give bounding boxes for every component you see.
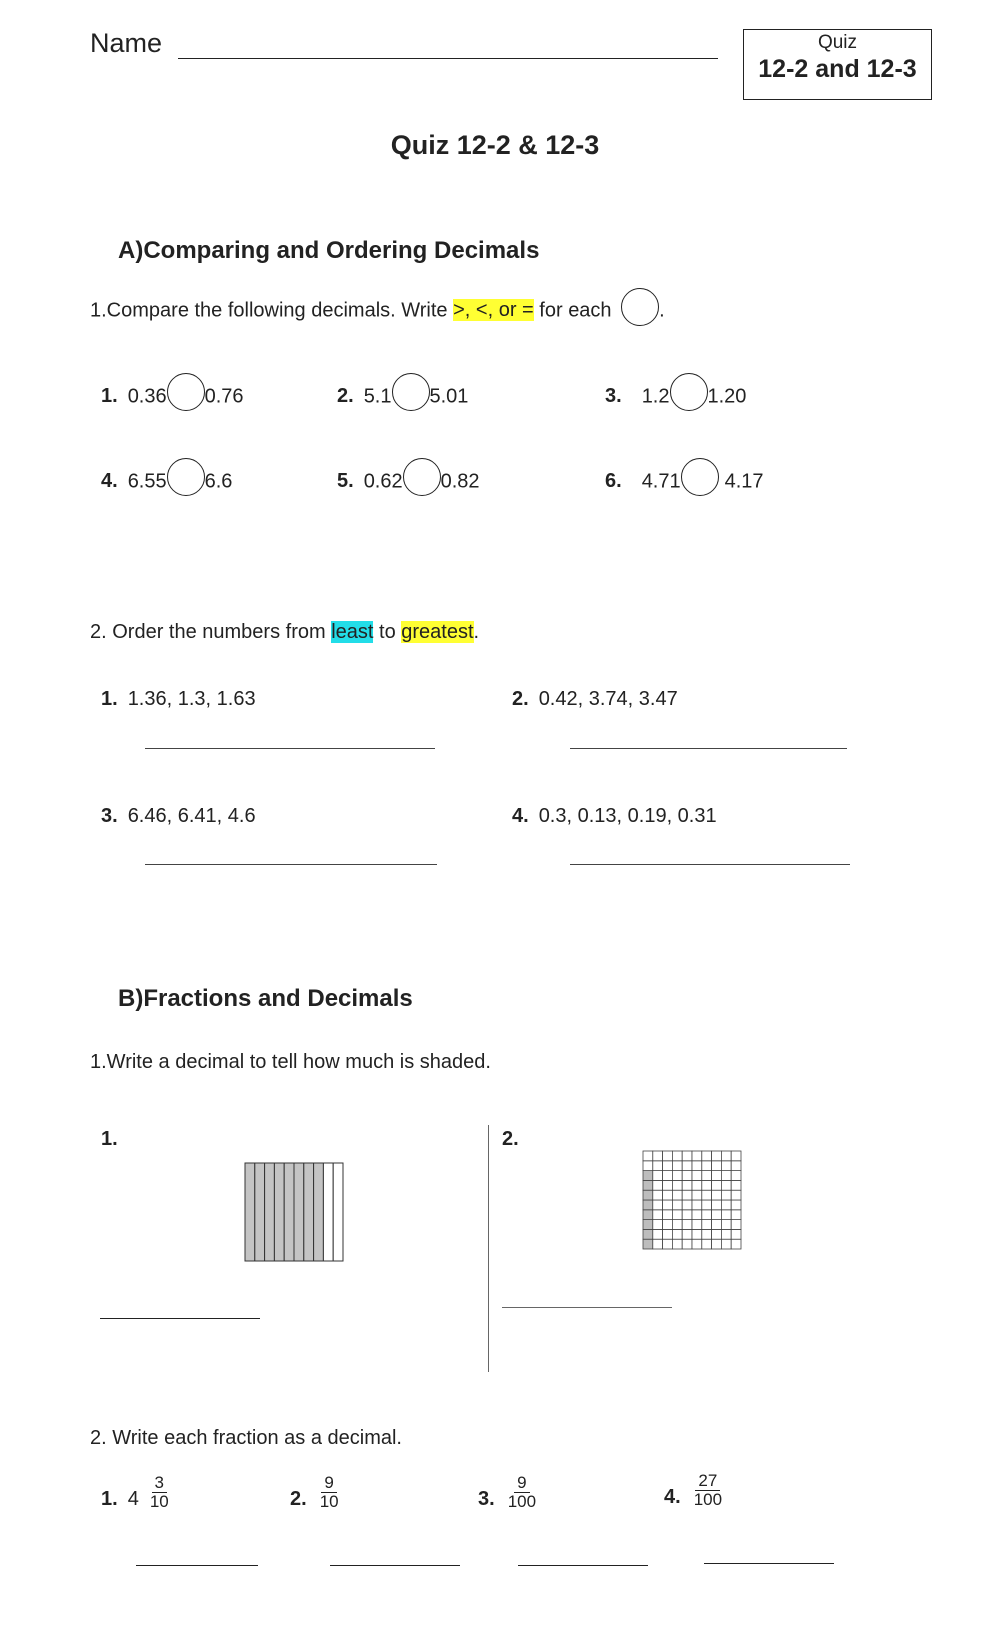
- hundredths-cell: [672, 1180, 682, 1190]
- hundredths-cell: [653, 1151, 663, 1161]
- page-title: [0, 130, 1000, 161]
- hundredths-cell: [692, 1151, 702, 1161]
- right-value: 0.76: [204, 385, 244, 408]
- compare-symbols-highlight: >, <, or =: [453, 299, 534, 322]
- section-b-letter: B): [118, 985, 144, 1012]
- tenths-model: [244, 1162, 344, 1262]
- hundredths-cell: [643, 1161, 653, 1171]
- section-b-heading: [118, 985, 413, 1013]
- tenths-column: [245, 1163, 255, 1261]
- item-number: 2.: [502, 1128, 519, 1150]
- hundredths-cell: [702, 1210, 712, 1220]
- hundredths-cell: [663, 1210, 673, 1220]
- tenths-column: [294, 1163, 304, 1261]
- left-value: 0.62: [363, 470, 403, 493]
- item-number: 2.: [512, 688, 529, 710]
- compare-item: [101, 468, 232, 496]
- hundredths-cell: [702, 1190, 712, 1200]
- hundredths-cell: [643, 1229, 653, 1239]
- answer-line[interactable]: [570, 864, 850, 865]
- hundredths-cell: [672, 1239, 682, 1249]
- item-number: 3.: [478, 1488, 495, 1510]
- left-value: 4.71: [641, 470, 681, 493]
- answer-line[interactable]: [518, 1565, 648, 1566]
- compare-item: [101, 383, 244, 411]
- hundredths-cell: [712, 1161, 722, 1171]
- hundredths-cell: [702, 1171, 712, 1181]
- hundredths-cell: [643, 1190, 653, 1200]
- hundredths-cell: [663, 1190, 673, 1200]
- answer-line[interactable]: [502, 1307, 672, 1308]
- denominator: 100: [693, 1490, 723, 1510]
- item-number: 3.: [605, 385, 622, 408]
- hundredths-cell: [682, 1171, 692, 1181]
- right-value: 0.82: [440, 470, 480, 493]
- hundredths-cell: [721, 1239, 731, 1249]
- answer-line[interactable]: [136, 1565, 258, 1566]
- section-b-title: Fractions and Decimals: [143, 985, 413, 1012]
- numerator: 27: [695, 1472, 720, 1491]
- hundredths-cell: [682, 1229, 692, 1239]
- hundredths-cell: [731, 1229, 741, 1239]
- section-a-letter: A): [118, 237, 144, 264]
- hundredths-cell: [663, 1229, 673, 1239]
- section-a-title: Comparing and Ordering Decimals: [143, 237, 540, 264]
- hundredths-cell: [682, 1180, 692, 1190]
- item-number: 6.: [605, 470, 622, 493]
- hundredths-cell: [663, 1220, 673, 1230]
- tenths-column: [284, 1163, 294, 1261]
- hundredths-cell: [672, 1190, 682, 1200]
- hundredths-cell: [721, 1190, 731, 1200]
- hundredths-cell: [682, 1239, 692, 1249]
- fraction: [317, 1474, 342, 1511]
- hundredths-cell: [643, 1220, 653, 1230]
- order-instruction-middle: to: [373, 621, 402, 643]
- hundredths-cell: [702, 1180, 712, 1190]
- order-item: [512, 688, 678, 711]
- fraction-item: [664, 1471, 725, 1510]
- hundredths-cell: [731, 1161, 741, 1171]
- hundredths-cell: [653, 1190, 663, 1200]
- hundredths-cell: [721, 1200, 731, 1210]
- item-number: 2.: [290, 1488, 307, 1510]
- right-value: 4.17: [724, 470, 764, 493]
- tenths-column: [274, 1163, 284, 1261]
- fraction-item: [101, 1473, 172, 1512]
- compare-circle[interactable]: [167, 458, 205, 496]
- order-instruction-prefix: 2. Order the numbers from: [90, 621, 332, 643]
- hundredths-cell: [731, 1210, 741, 1220]
- hundredths-cell: [643, 1180, 653, 1190]
- hundredths-cell: [712, 1180, 722, 1190]
- order-item: [512, 805, 717, 828]
- item-number: 2.: [337, 385, 354, 408]
- numerator: 9: [514, 1474, 529, 1493]
- hundredths-cell: [721, 1180, 731, 1190]
- order-numbers: 6.46, 6.41, 4.6: [127, 805, 256, 827]
- hundredths-cell: [692, 1200, 702, 1210]
- hundredths-cell: [731, 1190, 741, 1200]
- hundredths-cell: [721, 1210, 731, 1220]
- hundredths-cell: [712, 1220, 722, 1230]
- hundredths-cell: [721, 1161, 731, 1171]
- fraction: [147, 1474, 172, 1511]
- hundredths-cell: [682, 1210, 692, 1220]
- shaded-item-number: [502, 1128, 529, 1151]
- right-value: 5.01: [429, 385, 469, 408]
- hundredths-cell: [643, 1210, 653, 1220]
- hundredths-cell: [721, 1229, 731, 1239]
- greatest-highlight: greatest: [401, 621, 474, 643]
- hundredths-cell: [692, 1210, 702, 1220]
- hundredths-cell: [672, 1220, 682, 1230]
- item-number: 3.: [101, 805, 118, 827]
- least-highlight: least: [331, 621, 374, 643]
- item-number: 4.: [664, 1486, 681, 1508]
- item-number: 1.: [101, 688, 118, 710]
- order-numbers: 0.42, 3.74, 3.47: [538, 688, 678, 710]
- hundredths-cell: [702, 1239, 712, 1249]
- hundredths-cell: [692, 1171, 702, 1181]
- fraction: [691, 1472, 725, 1509]
- hundredths-cell: [731, 1239, 741, 1249]
- hundredths-cell: [702, 1220, 712, 1230]
- hundredths-cell: [712, 1200, 722, 1210]
- hundredths-cell: [682, 1220, 692, 1230]
- compare-item: [337, 468, 480, 496]
- hundredths-cell: [721, 1220, 731, 1230]
- hundredths-cell: [712, 1210, 722, 1220]
- order-instruction: [90, 621, 479, 644]
- compare-instruction-prefix: 1.Compare the following decimals. Write: [90, 299, 454, 322]
- hundredths-cell: [712, 1190, 722, 1200]
- hundredths-cell: [712, 1171, 722, 1181]
- hundredths-cell: [731, 1180, 741, 1190]
- compare-instruction: [90, 296, 665, 326]
- hundredths-cell: [672, 1229, 682, 1239]
- hundredths-cell: [643, 1171, 653, 1181]
- right-value: 1.20: [707, 385, 747, 408]
- hundredths-cell: [672, 1171, 682, 1181]
- hundredths-cell: [692, 1180, 702, 1190]
- section-a-heading: [118, 237, 539, 265]
- order-instruction-end: .: [473, 621, 480, 643]
- order-item: [101, 805, 256, 828]
- compare-circle[interactable]: [392, 373, 430, 411]
- fraction-instruction: 2. Write each fraction as a decimal.: [90, 1427, 402, 1449]
- hundredths-cell: [692, 1190, 702, 1200]
- quiz-box-caption: Quiz: [817, 32, 858, 53]
- left-value: 6.55: [127, 470, 167, 493]
- hundredths-cell: [643, 1239, 653, 1249]
- hundredths-cell: [731, 1220, 741, 1230]
- hundredths-cell: [653, 1229, 663, 1239]
- answer-line[interactable]: [145, 864, 437, 865]
- hundredths-cell: [692, 1220, 702, 1230]
- page-title-text: Quiz 12-2 & 12-3: [390, 130, 600, 160]
- hundredths-cell: [672, 1151, 682, 1161]
- item-number: 1.: [101, 1488, 118, 1510]
- compare-circle[interactable]: [681, 458, 719, 496]
- left-value: 5.1: [363, 385, 392, 408]
- order-item: [101, 688, 256, 711]
- quiz-label-box: [743, 29, 932, 100]
- hundredths-cell: [702, 1151, 712, 1161]
- compare-circle[interactable]: [670, 373, 708, 411]
- answer-line[interactable]: [704, 1563, 834, 1564]
- hundredths-cell: [653, 1220, 663, 1230]
- hundredths-cell: [682, 1190, 692, 1200]
- order-numbers: 0.3, 0.13, 0.19, 0.31: [538, 805, 717, 827]
- compare-instruction-suffix: for each: [533, 299, 612, 322]
- hundredths-cell: [731, 1200, 741, 1210]
- hundredths-cell: [731, 1151, 741, 1161]
- hundredths-cell: [663, 1151, 673, 1161]
- hundredths-cell: [682, 1151, 692, 1161]
- hundredths-cell: [712, 1239, 722, 1249]
- tenths-column: [255, 1163, 265, 1261]
- numerator: 3: [152, 1474, 167, 1493]
- hundredths-cell: [663, 1200, 673, 1210]
- hundredths-cell: [653, 1180, 663, 1190]
- tenths-column: [265, 1163, 275, 1261]
- left-value: 1.2: [641, 385, 670, 408]
- fraction-item: [290, 1473, 342, 1512]
- hundredths-cell: [643, 1200, 653, 1210]
- answer-line[interactable]: [145, 748, 435, 749]
- answer-line[interactable]: [100, 1318, 260, 1319]
- item-number: 5.: [337, 470, 354, 493]
- hundredths-cell: [672, 1200, 682, 1210]
- answer-line[interactable]: [570, 748, 847, 749]
- fraction-item: [478, 1473, 539, 1512]
- hundredths-cell: [692, 1239, 702, 1249]
- hundredths-cell: [702, 1161, 712, 1171]
- hundredths-grid: [642, 1150, 742, 1250]
- name-label: Name: [90, 28, 163, 58]
- hundredths-cell: [653, 1239, 663, 1249]
- hundredths-cell: [721, 1171, 731, 1181]
- right-value: 6.6: [204, 470, 233, 493]
- hundredths-cell: [692, 1229, 702, 1239]
- hundredths-cell: [653, 1171, 663, 1181]
- name-answer-line[interactable]: [178, 58, 718, 59]
- hundredths-cell: [702, 1229, 712, 1239]
- hundredths-cell: [712, 1229, 722, 1239]
- compare-instruction-end: .: [659, 299, 665, 322]
- answer-line[interactable]: [330, 1565, 460, 1566]
- hundredths-cell: [672, 1161, 682, 1171]
- compare-item: [605, 468, 764, 496]
- item-number: 1.: [101, 1128, 118, 1150]
- hundredths-cell: [653, 1210, 663, 1220]
- hundredths-cell: [663, 1171, 673, 1181]
- compare-circle[interactable]: [167, 373, 205, 411]
- hundredths-cell: [653, 1161, 663, 1171]
- hundredths-cell: [663, 1161, 673, 1171]
- example-circle: [621, 288, 659, 326]
- hundredths-cell: [712, 1151, 722, 1161]
- left-value: 0.36: [127, 385, 167, 408]
- hundredths-cell: [731, 1171, 741, 1181]
- quiz-box-title: 12-2 and 12-3: [758, 55, 917, 83]
- tenths-column: [314, 1163, 324, 1261]
- numerator: 9: [321, 1474, 336, 1493]
- compare-item: [605, 383, 746, 411]
- column-divider: [488, 1125, 489, 1372]
- tenths-column: [304, 1163, 314, 1261]
- denominator: 10: [319, 1492, 339, 1512]
- order-numbers: 1.36, 1.3, 1.63: [127, 688, 256, 710]
- compare-item: [337, 383, 468, 411]
- tenths-column: [323, 1163, 333, 1261]
- compare-circle[interactable]: [403, 458, 441, 496]
- tenths-column: [333, 1163, 343, 1261]
- hundredths-cell: [721, 1151, 731, 1161]
- shaded-item-number: [101, 1128, 128, 1151]
- hundredths-cell: [663, 1180, 673, 1190]
- hundredths-cell: [682, 1200, 692, 1210]
- item-number: 4.: [101, 470, 118, 493]
- denominator: 100: [507, 1492, 537, 1512]
- denominator: 10: [149, 1492, 169, 1512]
- fraction: [505, 1474, 539, 1511]
- item-number: 1.: [101, 385, 118, 408]
- hundredths-cell: [702, 1200, 712, 1210]
- shaded-instruction: 1.Write a decimal to tell how much is shaded.: [90, 1051, 491, 1073]
- hundredths-cell: [663, 1239, 673, 1249]
- item-number: 4.: [512, 805, 529, 827]
- hundredths-cell: [672, 1210, 682, 1220]
- hundredths-cell: [682, 1161, 692, 1171]
- hundredths-cell: [653, 1200, 663, 1210]
- hundredths-cell: [692, 1161, 702, 1171]
- whole-number: 4: [127, 1488, 139, 1510]
- hundredths-cell: [643, 1151, 653, 1161]
